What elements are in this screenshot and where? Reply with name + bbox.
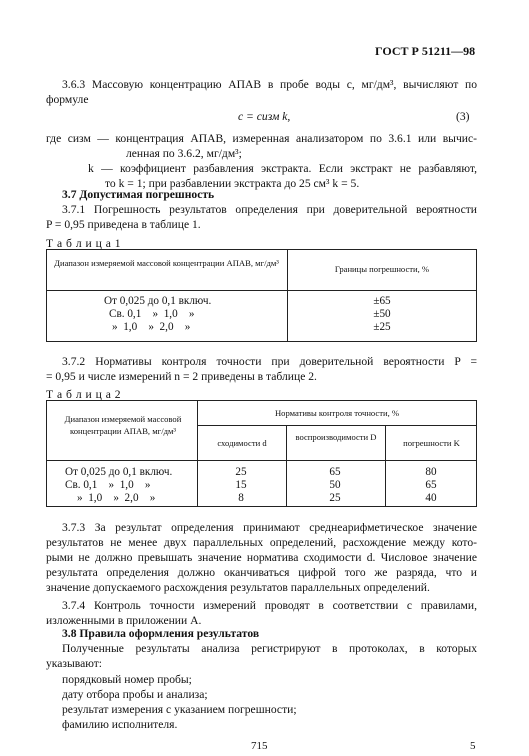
paragraph-38-line2: указывают: <box>46 657 103 670</box>
table2-repr-row1: 65 <box>329 466 341 478</box>
paragraph-38-line1: Полученные результаты анализа регистрируют в протоколах, в которых <box>62 642 477 655</box>
table1-bound-row1: ±65 <box>373 295 391 307</box>
table2-divider-repr <box>385 425 386 507</box>
paragraph-373-line5: значение допускаемого расхождения результатов параллельных определений. <box>46 581 430 594</box>
paragraph-374-line2: изложенными в приложении А. <box>46 614 202 627</box>
paragraph-363-line1: 3.6.3 Массовую концентрацию АПАВ в пробе воды c, мг/дм³, вычисляют по <box>62 78 477 91</box>
table1-range-row3: » 1,0 » 2,0 » <box>112 321 191 333</box>
coefficient-line2: то k = 1; при разбавлении экстракта до 25 см³ k = 5. <box>105 177 360 190</box>
page-number-local: 5 <box>470 740 476 752</box>
paragraph-373-line2: результатов не менее двух параллельных определений, расхождение между кото- <box>46 536 477 549</box>
table1-range-row1: От 0,025 до 0,1 включ. <box>104 295 212 307</box>
table1-range-row2: Св. 0,1 » 1,0 » <box>109 308 195 320</box>
page-number-total: 715 <box>251 740 268 752</box>
paragraph-373-line1: 3.7.3 За результат определения принимают среднеарифметическое значение <box>62 521 477 534</box>
table2-header-group: Нормативы контроля точности, % <box>274 408 400 418</box>
equation-number: (3) <box>456 110 470 123</box>
table2-err-row3: 40 <box>425 492 437 504</box>
paragraph-373-line3: рыми не должно превышать значение норматива сходимости d. Числовое значение <box>46 551 477 564</box>
paragraph-371-line2: P = 0,95 приведена в таблице 1. <box>46 218 201 231</box>
table2-err-row1: 80 <box>425 466 437 478</box>
section-37-heading: 3.7 Допустимая погрешность <box>62 188 215 201</box>
table2-range-row3: » 1,0 » 2,0 » <box>77 492 156 504</box>
table2-repr-row2: 50 <box>329 479 341 491</box>
table2-header-error: погрешности K <box>403 438 460 448</box>
table2-repr-row3: 25 <box>329 492 341 504</box>
table2-divider-conv <box>286 425 287 507</box>
table2-header-range: Диапазон измеряемой массовой концентрации АПАВ, мг/дм³ <box>64 414 182 436</box>
coefficient-line1: k — коэффициент разбавления экстракта. Если экстракт не разбавляют, <box>88 162 477 175</box>
list-item-3: результат измерения с указанием погрешности; <box>62 703 297 716</box>
table2-range-row1: От 0,025 до 0,1 включ. <box>65 466 173 478</box>
table1-header-range: Диапазон измеряемой массовой концентрации АПАВ, мг/дм³ <box>54 258 279 268</box>
table2-conv-row3: 8 <box>238 492 244 504</box>
table2-group-divider <box>197 425 477 426</box>
table1-bound-row2: ±50 <box>373 308 391 320</box>
table2-header-convergence: сходимости d <box>217 438 267 448</box>
table2-caption: Т а б л и ц а 2 <box>46 388 122 401</box>
table1-header-divider <box>46 290 477 291</box>
standard-number: ГОСТ Р 51211—98 <box>375 44 476 58</box>
table2-range-row2: Св. 0,1 » 1,0 » <box>65 479 151 491</box>
paragraph-371-line1: 3.7.1 Погрешность результатов определения при доверительной вероятности <box>62 203 477 216</box>
where-line2: ленная по 3.6.2, мг/дм³; <box>126 147 242 160</box>
formula-3: c = cизм k, <box>238 110 291 123</box>
paragraph-372-line2: = 0,95 и числе измерений n = 2 приведены в таблице 2. <box>46 370 317 383</box>
table1-header-bounds: Границы погрешности, % <box>334 264 430 274</box>
table2-divider-range <box>197 400 198 507</box>
paragraph-372-line1: 3.7.2 Нормативы контроля точности при доверительной вероятности P = <box>62 355 477 368</box>
table1-column-divider <box>287 249 288 342</box>
table2-conv-row1: 25 <box>235 466 247 478</box>
list-item-2: дату отбора пробы и анализа; <box>62 688 208 701</box>
table2-header-reproducibility: воспроизводимости D <box>295 432 377 442</box>
list-item-1: порядковый номер пробы; <box>62 673 192 686</box>
table1-caption: Т а б л и ц а 1 <box>46 237 122 250</box>
paragraph-373-line4: результата определения должно оканчиваться цифрой того же разряда, что и <box>46 566 477 579</box>
table2-header-divider <box>46 460 477 461</box>
where-line1: где cизм — концентрация АПАВ, измеренная анализатором по 3.6.1 или вычис- <box>46 132 477 145</box>
paragraph-374-line1: 3.7.4 Контроль точности измерений проводят в соответствии с правилами, <box>62 599 477 612</box>
paragraph-363-line2: формуле <box>46 93 89 106</box>
table2-conv-row2: 15 <box>235 479 247 491</box>
table2-err-row2: 65 <box>425 479 437 491</box>
table1-bound-row3: ±25 <box>373 321 391 333</box>
section-38-heading: 3.8 Правила оформления результатов <box>62 627 260 640</box>
list-item-4: фамилию исполнителя. <box>62 718 178 731</box>
